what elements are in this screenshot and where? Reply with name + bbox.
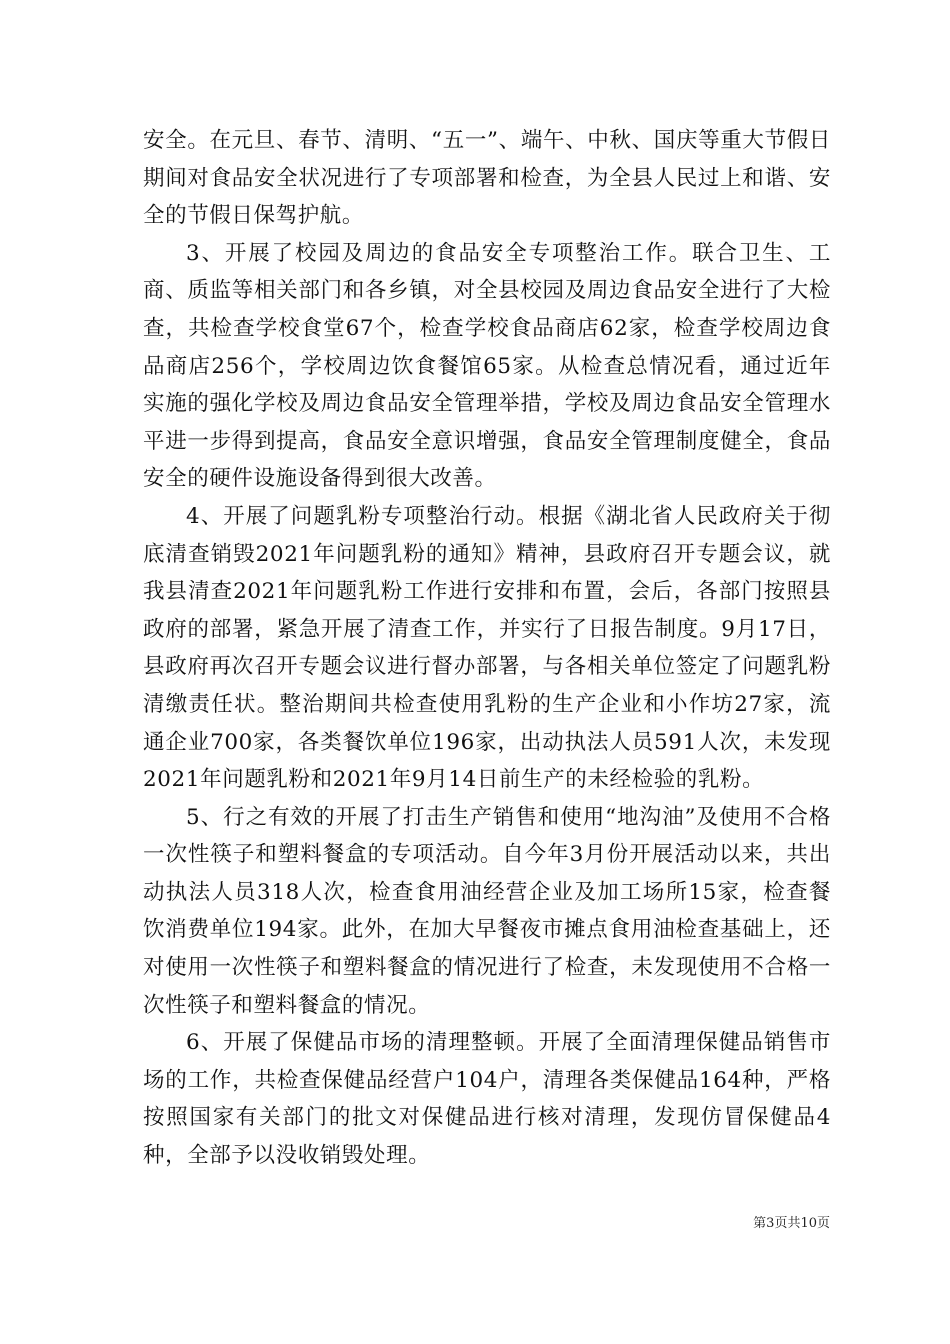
paragraph-gutter-oil-campaign: 5、行之有效的开展了打击生产销售和使用“地沟油”及使用不合格一次性筷子和塑料餐盒的专项活动。自今年3月份开展活动以来，共出动执法人员318人次，检查食用油经营企业及加工场所15家，检查餐饮消费单位194家。此外，在加大早餐夜市摊点食用油检查基础上，还对使用一次性筷子和塑料餐盒的情况进行了检查，未发现使用不合格一次性筷子和塑料餐盒的情况。 [143,804,831,1018]
paragraph-milk-powder-rectification: 4、开展了问题乳粉专项整治行动。根据《湖北省人民政府关于彻底清查销毁2021年问题乳粉的通知》精神，县政府召开专题会议，就我县清查2021年问题乳粉工作进行安排和布置，会后，各部门按照县政府的部署，紧急开展了清查工作，并实行了日报告制度。9月17日，县政府再次召开专题会议进行督办部署，与各相关单位签定了问题乳粉清缴责任状。整治期间共检查使用乳粉的生产企业和小作坊27家，流通企业700家，各类餐饮单位196家，出动执法人员591人次，未发现2021年问题乳粉和2021年9月14日前生产的未经检验的乳粉。 [143,503,831,793]
paragraph-continuation: 安全。在元旦、春节、清明、“五一”、端午、中秋、国庆等重大节假日期间对食品安全状况进行了专项部署和检查，为全县人民过上和谐、安全的节假日保驾护航。 [143,128,831,229]
page-number: 第3页共10页 [753,1216,830,1231]
document-body [143,122,831,1175]
paragraph-health-products: 6、开展了保健品市场的清理整顿。开展了全面清理保健品销售市场的工作，共检查保健品经营户104户，清理各类保健品164种，严格按照国家有关部门的批文对保健品进行核对清理，发现仿冒保健品4种，全部予以没收销毁处理。 [143,1030,831,1169]
paragraph-campus-food-safety: 3、开展了校园及周边的食品安全专项整治工作。联合卫生、工商、质监等相关部门和各乡镇，对全县校园及周边食品安全进行了大检查，共检查学校食堂67个，检查学校食品商店62家，检查学校周边食品商店256个，学校周边饮食餐馆65家。从检查总情况看，通过近年实施的强化学校及周边食品安全管理举措，学校及周边食品安全管理水平进一步得到提高，食品安全意识增强，食品安全管理制度健全，食品安全的硬件设施设备得到很大改善。 [143,240,831,492]
